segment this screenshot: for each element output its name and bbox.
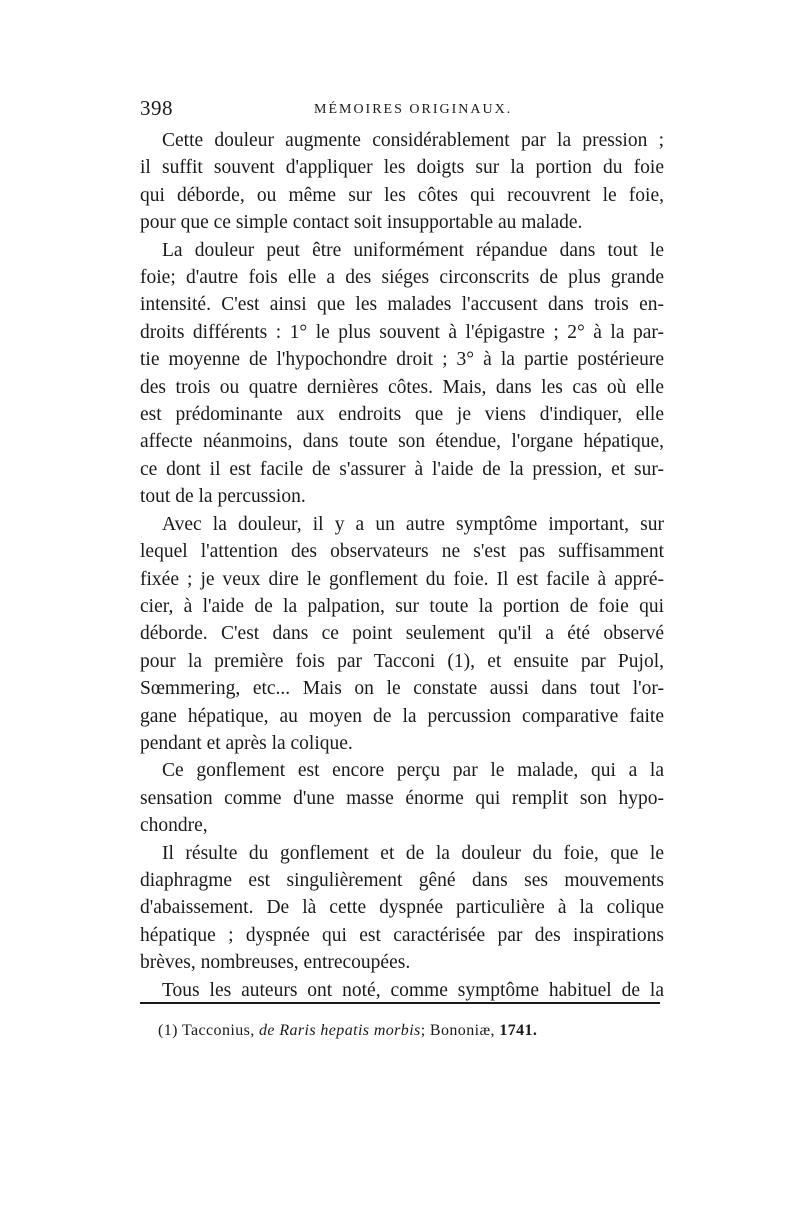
text-line: sensation comme d'une masse énorme qui remplit son hypo- (140, 787, 664, 809)
text-line: Ce gonflement est encore perçu par le malade, qui a la (162, 760, 664, 782)
paragraph (140, 757, 664, 839)
text-line: Sœmmering, etc... Mais on le constate aussi dans tout l'or- (140, 678, 664, 700)
text-line: droits différents : 1° le plus souvent à l'épigastre ; 2° à la par- (140, 321, 664, 343)
body-text (140, 127, 664, 1004)
footnote-marker: (1) (158, 1022, 178, 1039)
text-line: brèves, nombreuses, entrecoupées. (140, 952, 411, 974)
paragraph (140, 127, 664, 237)
page-header (140, 96, 664, 124)
text-line: gane hépatique, au moyen de la percussion comparative faite (140, 705, 664, 727)
paragraph (140, 977, 664, 1004)
text-line: Cette douleur augmente considérablement par la pression ; (162, 130, 664, 151)
text-line: hépatique ; dyspnée qui est caractérisée par des inspirations (140, 924, 664, 946)
footnote-place: ; Bononiæ, (420, 1022, 495, 1039)
footnote-author: Tacconius, (181, 1022, 255, 1039)
text-line: tout de la percussion. (140, 486, 306, 508)
text-line: lequel l'attention des observateurs ne s'est pas suffisamment (140, 541, 664, 563)
text-line: déborde. C'est dans ce point seulement qu'il a été observé (140, 623, 664, 645)
text-line: foie; d'autre fois elle a des siéges circonscrits de plus grande (140, 267, 664, 289)
footnote (158, 1022, 537, 1040)
text-line: est prédominante aux endroits que je viens d'indiquer, elle (140, 404, 664, 426)
paragraph (140, 237, 664, 511)
text-line: affecte néanmoins, dans toute son étendue, l'organe hépatique, (140, 431, 664, 453)
text-line: pendant et après la colique. (140, 732, 353, 754)
text-line: Avec la douleur, il y a un autre symptôme important, sur (162, 513, 664, 535)
paragraph (140, 840, 664, 977)
text-line: fixée ; je veux dire le gonflement du foie. Il est facile à appré- (140, 568, 664, 590)
running-title: MÉMOIRES ORIGINAUX. (314, 102, 513, 117)
text-line: il suffit souvent d'appliquer les doigts sur la portion du foie (140, 157, 664, 179)
text-line: chondre, (140, 815, 208, 837)
text-line: tie moyenne de l'hypochondre droit ; 3° à la partie postérieure (140, 349, 664, 371)
text-line: intensité. C'est ainsi que les malades l'accusent dans trois en- (140, 294, 664, 316)
text-line: ce dont il est facile de s'assurer à l'aide de la pression, et sur- (140, 458, 664, 480)
text-line: qui déborde, ou même sur les côtes qui recouvrent le foie, (140, 184, 664, 206)
text-line: Tous les auteurs ont noté, comme symptôme habituel de la (162, 979, 664, 1001)
page-number: 398 (140, 96, 173, 120)
text-line: pour la première fois par Tacconi (1), et ensuite par Pujol, (140, 650, 664, 672)
text-line: diaphragme est singulièrement gêné dans ses mouvements (140, 869, 664, 891)
text-line: d'abaissement. De là cette dyspnée particulière à la colique (140, 897, 664, 919)
footnote-year: 1741. (499, 1022, 538, 1039)
footnote-rule (140, 1002, 660, 1004)
footnote-title: de Raris hepatis morbis (259, 1022, 421, 1039)
paragraph (140, 511, 664, 758)
text-line: des trois ou quatre dernières côtes. Mais, dans les cas où elle (140, 376, 664, 398)
text-line: cier, à l'aide de la palpation, sur toute la portion de foie qui (140, 595, 664, 617)
text-line: La douleur peut être uniformément répandue dans tout le (162, 239, 664, 261)
text-line: Il résulte du gonflement et de la douleur du foie, que le (162, 842, 664, 864)
text-line: pour que ce simple contact soit insupportable au malade. (140, 212, 583, 234)
